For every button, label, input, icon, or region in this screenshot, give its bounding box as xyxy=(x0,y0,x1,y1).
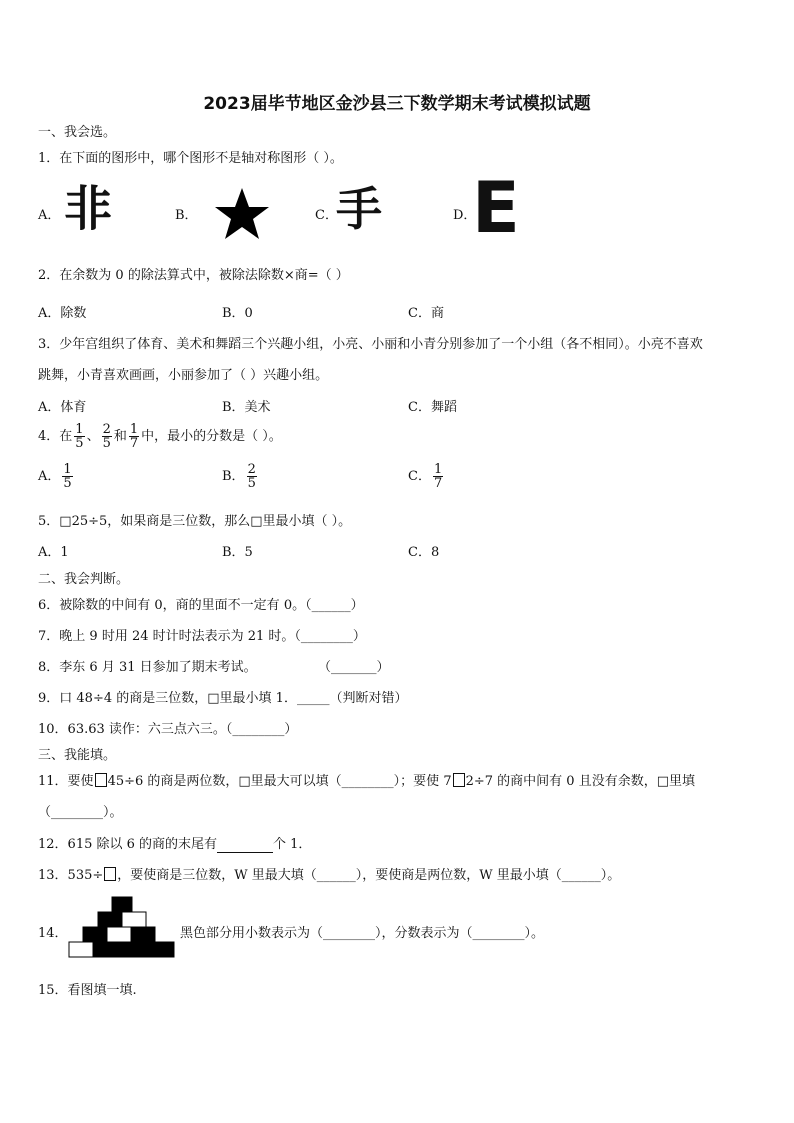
denominator: 5 xyxy=(63,476,72,491)
option-b: B．5 xyxy=(222,545,253,560)
section-heading: 三、我能填。 xyxy=(38,748,117,763)
question-number: 6． xyxy=(38,598,60,613)
question-15 xyxy=(38,979,137,998)
question-text: □25÷5，如果商是三位数，那么□里最小填（ ）。 xyxy=(59,514,352,529)
denominator: 7 xyxy=(129,436,139,451)
question-text: 63.63 读作：六三点六三。（________） xyxy=(67,722,298,737)
question-text: 在余数为 0 的除法算式中，被除法除数×商=（ ） xyxy=(59,268,349,283)
question-text: 在 xyxy=(59,429,73,444)
question-text: 中，最小的分数是（ ）。 xyxy=(141,429,282,444)
question-number: 1． xyxy=(38,151,60,166)
question-number: 2． xyxy=(38,268,60,283)
question-text: 个 1． xyxy=(273,837,312,852)
question-14-text: 黑色部分用小数表示为（________），分数表示为（________）。 xyxy=(180,926,545,941)
question-text: 在下面的图形中，哪个图形不是轴对称图形（ ）。 xyxy=(59,151,343,166)
fei-glyph-icon: 非 xyxy=(64,181,113,237)
letter-e-icon: E xyxy=(472,167,520,249)
option-label: A． xyxy=(38,469,61,484)
block-pyramid-figure xyxy=(68,896,176,958)
question-number: 14． xyxy=(38,926,68,941)
option-c: C．8 xyxy=(408,545,440,560)
question-6 xyxy=(38,594,364,613)
question-3 xyxy=(38,333,703,352)
question-number: 9． xyxy=(38,691,60,706)
page-title: 2023届毕节地区金沙县三下数学期末考试模拟试题 xyxy=(203,94,591,114)
question-5 xyxy=(38,510,351,529)
shou-glyph-icon: 手 xyxy=(336,182,382,236)
question-number: 8． xyxy=(38,660,60,675)
question-text: 要使 xyxy=(67,774,94,789)
question-text: 口 48÷4 的商是三位数，□里最小填 1．_____（判断对错） xyxy=(59,691,408,706)
question-13 xyxy=(38,864,620,883)
numerator: 2 xyxy=(247,462,256,477)
fraction xyxy=(102,423,112,450)
option-b: B．美术 xyxy=(222,400,271,415)
question-text: 李东 6 月 31 日参加了期末考试。 xyxy=(59,660,257,675)
blank-box-icon xyxy=(453,773,465,787)
fraction xyxy=(62,463,72,490)
option-a: A．体育 xyxy=(38,400,87,415)
answer-blank[interactable] xyxy=(217,837,273,853)
question-text: 535÷ xyxy=(67,868,104,883)
question-text: 晚上 9 时用 24 时计时法表示为 21 时。（________） xyxy=(59,629,366,644)
numerator: 1 xyxy=(433,462,443,477)
question-number: 10． xyxy=(38,722,68,737)
question-8 xyxy=(38,656,257,675)
option-a xyxy=(38,463,75,490)
question-text: 被除数的中间有 0，商的里面不一定有 0。（______） xyxy=(59,598,364,613)
option-c: C．商 xyxy=(408,306,444,321)
option-label: B． xyxy=(222,469,245,484)
numerator: 1 xyxy=(75,422,84,437)
question-number: 3． xyxy=(38,337,60,352)
blank-box-icon xyxy=(95,773,107,787)
question-9 xyxy=(38,687,407,706)
option-d-label: D． xyxy=(453,208,477,223)
denominator: 7 xyxy=(433,476,443,491)
question-7 xyxy=(38,625,366,644)
numerator: 1 xyxy=(63,462,72,477)
question-text: 45÷6 的商是两位数，□里最大可以填（________）；要使 7 xyxy=(107,774,452,789)
numerator: 2 xyxy=(102,422,111,437)
denominator: 5 xyxy=(247,476,256,491)
option-a: A．除数 xyxy=(38,306,87,321)
question-11-line2: （________）。 xyxy=(38,805,123,820)
question-2 xyxy=(38,264,349,283)
question-10 xyxy=(38,718,297,737)
question-number: 5． xyxy=(38,514,60,529)
fraction xyxy=(129,423,139,450)
denominator: 5 xyxy=(102,436,111,451)
question-text: 615 除以 6 的商的末尾有 xyxy=(67,837,218,852)
question-number: 11． xyxy=(38,774,68,789)
question-number: 4． xyxy=(38,429,60,444)
fraction xyxy=(433,463,443,490)
section-heading: 一、我会选。 xyxy=(38,125,117,140)
question-text: 少年宫组织了体育、美术和舞蹈三个兴趣小组，小亮、小丽和小青分别参加了一个小组（各不相同）。小亮不喜欢 xyxy=(59,337,703,352)
question-text: 2÷7 的商中间有 0 且没有余数，□里填 xyxy=(465,774,695,789)
option-c: C．舞蹈 xyxy=(408,400,457,415)
blank-box-icon xyxy=(104,867,116,881)
option-b-label: B． xyxy=(175,208,198,223)
question-11 xyxy=(38,770,695,789)
question-number: 7． xyxy=(38,629,60,644)
question-4 xyxy=(38,423,282,450)
option-b: B．0 xyxy=(222,306,253,321)
question-text: ，要使商是三位数，W 里最大填（______），要使商是两位数，W 里最小填（______）。 xyxy=(117,868,621,883)
option-a: A．1 xyxy=(38,545,69,560)
question-12 xyxy=(38,833,311,853)
fraction xyxy=(74,423,84,450)
option-c-label: C． xyxy=(315,208,338,223)
question-number: 13． xyxy=(38,868,68,883)
star-icon xyxy=(212,186,272,242)
numerator: 1 xyxy=(129,422,139,437)
denominator: 5 xyxy=(75,436,84,451)
separator: 、 xyxy=(86,429,100,444)
question-3-line2: 跳舞，小青喜欢画画，小丽参加了（ ）兴趣小组。 xyxy=(38,368,329,383)
option-label: C． xyxy=(408,469,431,484)
separator: 和 xyxy=(113,429,127,444)
option-a-label: A． xyxy=(38,208,61,223)
question-number: 12． xyxy=(38,837,68,852)
question-1 xyxy=(38,147,343,166)
question-number: 15． xyxy=(38,983,68,998)
answer-blank[interactable]: （_______） xyxy=(318,660,390,675)
option-c xyxy=(408,463,445,490)
option-b xyxy=(222,463,259,490)
question-text: 看图填一填. xyxy=(67,983,137,998)
fraction xyxy=(247,463,257,490)
section-heading: 二、我会判断。 xyxy=(38,572,130,587)
